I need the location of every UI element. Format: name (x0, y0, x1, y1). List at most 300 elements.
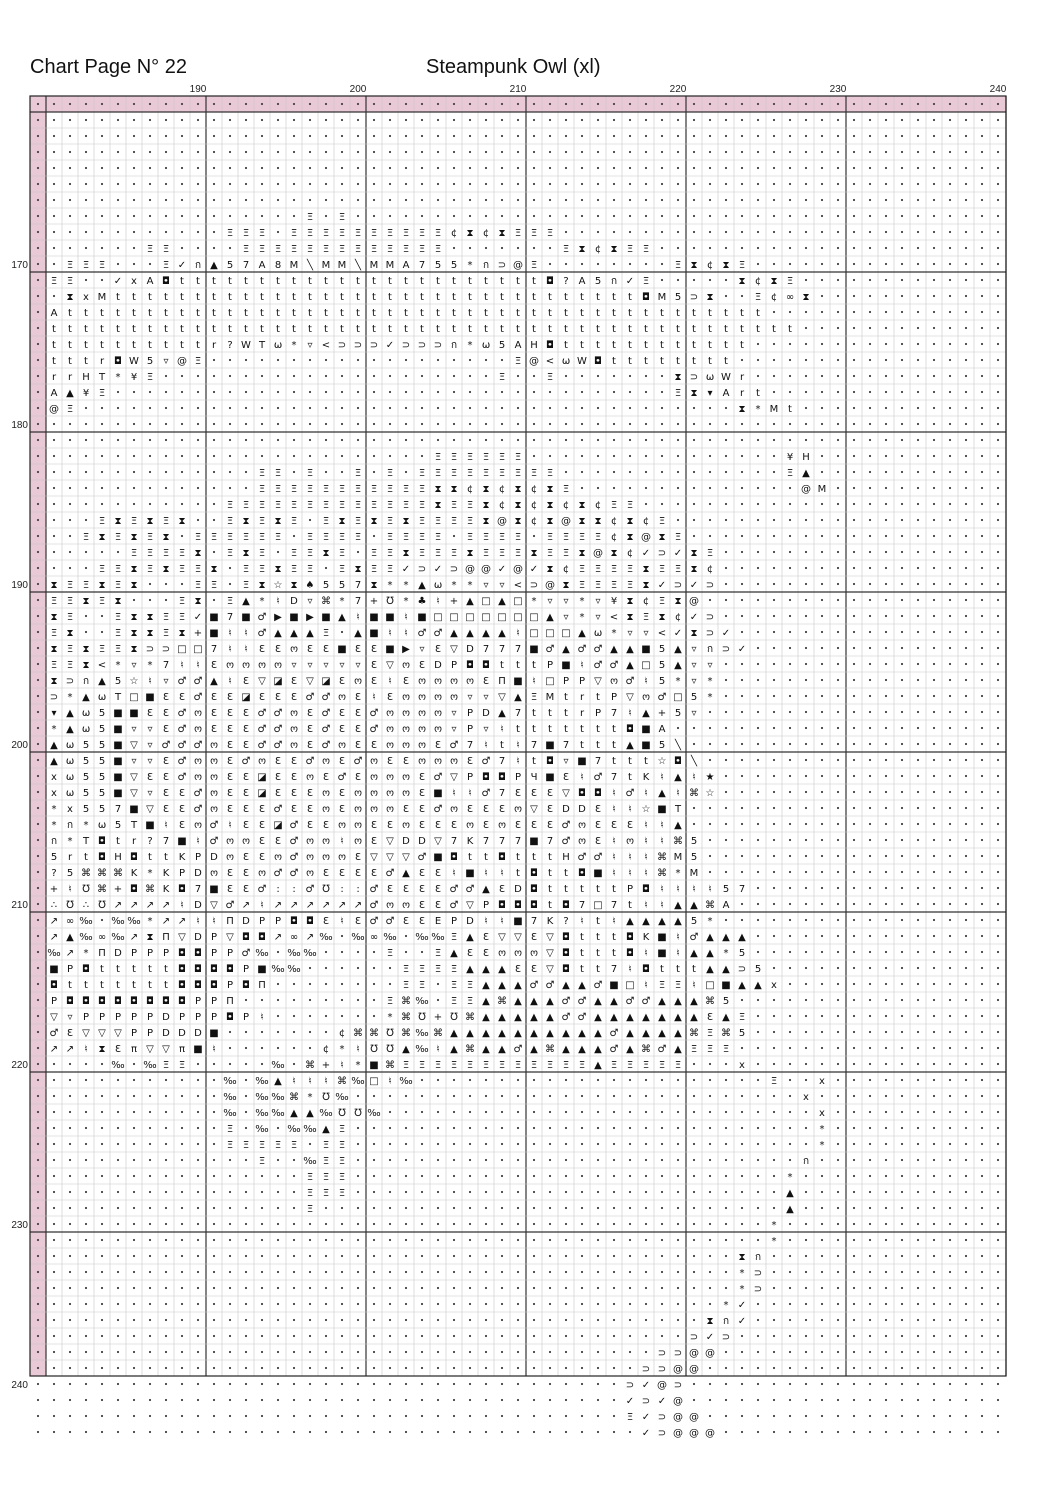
grid-dot (837, 455, 839, 457)
stitch-symbol: ■ (145, 692, 155, 703)
grid-dot (165, 1111, 167, 1113)
grid-dot (709, 455, 711, 457)
page-label: Chart Page N° 22 (30, 56, 187, 78)
stitch-symbol: t (548, 852, 552, 863)
stitch-symbol: Ξ (642, 612, 650, 623)
grid-dot (149, 1143, 151, 1145)
grid-dot (341, 423, 343, 425)
grid-dot (261, 1303, 263, 1305)
grid-dot (933, 519, 935, 521)
grid-dot (565, 119, 567, 121)
stitch-symbol: ▲ (530, 1012, 538, 1023)
stitch-symbol: ■ (641, 740, 651, 751)
grid-dot (325, 1319, 327, 1321)
stitch-symbol: ⌘ (657, 852, 667, 863)
stitch-symbol: Ξ (466, 452, 474, 463)
stitch-symbol: 5 (98, 756, 106, 767)
grid-dot (853, 295, 855, 297)
grid-dot (805, 567, 807, 569)
grid-dot (101, 247, 103, 249)
grid-dot (965, 119, 967, 121)
stitch-symbol: ⧗ (370, 516, 378, 527)
grid-dot (853, 135, 855, 137)
grid-dot (805, 423, 807, 425)
grid-dot (997, 615, 999, 617)
stitch-symbol: + (321, 1060, 331, 1071)
stitch-symbol: T (114, 692, 122, 703)
grid-dot (309, 199, 311, 201)
grid-dot (469, 1111, 471, 1113)
stitch-symbol: ◘ (642, 292, 650, 303)
grid-dot (597, 1207, 599, 1209)
stitch-symbol: ⊃ (529, 580, 539, 591)
grid-dot (597, 407, 599, 409)
grid-dot (917, 1223, 919, 1225)
stitch-symbol: ✓ (401, 564, 411, 575)
stitch-symbol: Ξ (562, 548, 570, 559)
grid-dot (581, 1127, 583, 1129)
grid-dot (197, 1351, 199, 1353)
grid-dot (421, 1335, 423, 1337)
grid-dot (853, 759, 855, 761)
grid-dot (757, 1159, 759, 1161)
stitch-symbol: ♮ (260, 1012, 264, 1023)
stitch-symbol: ▲ (578, 1028, 586, 1039)
grid-dot (677, 1159, 679, 1161)
stitch-symbol: Ɛ (530, 820, 538, 831)
stitch-symbol: Ξ (194, 564, 202, 575)
stitch-symbol: W (129, 356, 139, 367)
stitch-symbol: t (404, 276, 408, 287)
grid-dot (517, 1095, 519, 1097)
grid-dot (901, 599, 903, 601)
grid-dot (853, 903, 855, 905)
grid-dot (485, 439, 487, 441)
grid-dot (789, 1303, 791, 1305)
stitch-symbol: t (196, 276, 200, 287)
grid-dot (37, 215, 39, 217)
grid-dot (821, 279, 823, 281)
grid-dot (757, 647, 759, 649)
stitch-symbol: Ξ (674, 564, 682, 575)
grid-dot (709, 599, 711, 601)
stitch-symbol: □ (177, 644, 187, 655)
grid-dot (677, 439, 679, 441)
grid-dot (869, 1111, 871, 1113)
stitch-symbol: □ (433, 612, 443, 623)
stitch-symbol: Ξ (370, 564, 378, 575)
stitch-symbol: t (132, 292, 136, 303)
grid-dot (901, 1031, 903, 1033)
stitch-symbol: ⧗ (466, 548, 474, 559)
grid-dot (661, 1095, 663, 1097)
grid-dot (885, 1175, 887, 1177)
stitch-symbol: ♂ (385, 916, 395, 927)
grid-dot (533, 391, 535, 393)
grid-dot (741, 1143, 743, 1145)
grid-dot (293, 1015, 295, 1017)
grid-dot (453, 1175, 455, 1177)
stitch-symbol: t (164, 324, 168, 335)
grid-dot (869, 775, 871, 777)
stitch-symbol: t (420, 308, 424, 319)
stitch-symbol: P (226, 980, 234, 991)
stitch-symbol: ⊃ (705, 628, 715, 639)
stitch-symbol: ▿ (691, 676, 697, 687)
grid-dot (853, 919, 855, 921)
stitch-symbol: ⧗ (146, 628, 154, 639)
stitch-symbol: ◘ (530, 884, 538, 895)
grid-dot (805, 279, 807, 281)
grid-dot (149, 407, 151, 409)
stitch-symbol: Ɛ (146, 708, 154, 719)
grid-dot (949, 759, 951, 761)
stitch-symbol: ¢ (450, 228, 458, 239)
grid-dot (629, 1127, 631, 1129)
grid-dot (693, 247, 695, 249)
grid-dot (133, 439, 135, 441)
grid-dot (949, 135, 951, 137)
grid-dot (949, 1207, 951, 1209)
grid-dot (821, 295, 823, 297)
grid-dot (229, 1175, 231, 1177)
grid-dot (581, 455, 583, 457)
stitch-symbol: Ξ (82, 260, 90, 271)
grid-dot (757, 1335, 759, 1337)
grid-dot (645, 1319, 647, 1321)
stitch-symbol: ⧗ (626, 612, 634, 623)
stitch-symbol: Ξ (242, 532, 250, 543)
stitch-symbol: ◘ (290, 916, 298, 927)
grid-dot (981, 999, 983, 1001)
grid-dot (837, 1031, 839, 1033)
stitch-symbol: ო (322, 836, 330, 847)
grid-dot (101, 1367, 103, 1369)
grid-dot (901, 327, 903, 329)
grid-dot (389, 119, 391, 121)
stitch-symbol: Ɛ (290, 804, 298, 815)
grid-dot (245, 423, 247, 425)
grid-dot (981, 1335, 983, 1337)
stitch-symbol: ■ (529, 644, 539, 655)
grid-dot (853, 535, 855, 537)
stitch-symbol: t (180, 292, 184, 303)
grid-dot (773, 151, 775, 153)
stitch-symbol: ◘ (82, 996, 90, 1007)
stitch-symbol: Ξ (450, 932, 458, 943)
grid-dot (53, 247, 55, 249)
grid-dot (277, 359, 279, 361)
grid-dot (949, 551, 951, 553)
grid-dot (277, 1271, 279, 1273)
grid-dot (821, 935, 823, 937)
stitch-symbol: ▲ (658, 1028, 666, 1039)
stitch-symbol: t (596, 308, 600, 319)
grid-dot (213, 1175, 215, 1177)
grid-dot (933, 1271, 935, 1273)
grid-dot (853, 887, 855, 889)
stitch-symbol: 5 (754, 964, 762, 975)
stitch-symbol: t (148, 324, 152, 335)
grid-dot (405, 199, 407, 201)
grid-dot (197, 167, 199, 169)
grid-dot (885, 1015, 887, 1017)
grid-dot (853, 679, 855, 681)
grid-dot (389, 1127, 391, 1129)
stitch-symbol: ♮ (372, 692, 376, 703)
grid-dot (597, 487, 599, 489)
grid-dot (709, 215, 711, 217)
stitch-symbol: ⧗ (258, 580, 266, 591)
grid-dot (757, 1175, 759, 1177)
grid-dot (741, 999, 743, 1001)
grid-dot (933, 407, 935, 409)
grid-dot (213, 391, 215, 393)
grid-dot (821, 1047, 823, 1049)
stitch-symbol: ⧗ (98, 580, 106, 591)
grid-dot (757, 439, 759, 441)
stitch-symbol: ♂ (193, 740, 203, 751)
stitch-symbol: ო (242, 660, 250, 671)
grid-dot (69, 1191, 71, 1193)
stitch-symbol: Ɛ (210, 708, 218, 719)
grid-dot (901, 1287, 903, 1289)
stitch-symbol: ‰ (287, 1124, 301, 1135)
stitch-symbol: ⧗ (674, 372, 682, 383)
stitch-symbol: ▲ (690, 948, 698, 959)
grid-dot (789, 1271, 791, 1273)
stitch-symbol: ♂ (449, 740, 459, 751)
grid-dot (805, 167, 807, 169)
grid-dot (853, 1047, 855, 1049)
grid-dot (805, 599, 807, 601)
grid-dot (773, 791, 775, 793)
grid-dot (405, 1159, 407, 1161)
stitch-symbol: ▾ (707, 388, 713, 399)
stitch-symbol: t (692, 356, 696, 367)
stitch-symbol: ก (82, 676, 90, 687)
stitch-symbol: t (500, 740, 504, 751)
grid-dot (421, 103, 423, 105)
grid-dot (357, 1143, 359, 1145)
grid-dot (821, 823, 823, 825)
stitch-symbol: ⧗ (610, 244, 618, 255)
grid-dot (277, 439, 279, 441)
grid-dot (805, 647, 807, 649)
grid-dot (197, 407, 199, 409)
grid-dot (709, 1255, 711, 1257)
grid-dot (933, 999, 935, 1001)
grid-dot (677, 1271, 679, 1273)
grid-dot (821, 1191, 823, 1193)
stitch-symbol: ო (498, 820, 506, 831)
grid-dot (245, 1095, 247, 1097)
grid-dot (405, 375, 407, 377)
grid-dot (997, 935, 999, 937)
grid-dot (821, 807, 823, 809)
grid-dot (933, 119, 935, 121)
grid-dot (981, 519, 983, 521)
grid-dot (37, 295, 39, 297)
grid-dot (165, 583, 167, 585)
grid-dot (773, 119, 775, 121)
stitch-symbol: □ (369, 1076, 379, 1087)
stitch-symbol: ♮ (484, 916, 488, 927)
stitch-symbol: □ (513, 612, 523, 623)
grid-dot (165, 231, 167, 233)
stitch-symbol: 7 (162, 836, 170, 847)
stitch-symbol: ◘ (258, 932, 266, 943)
stitch-symbol: ⧗ (82, 660, 90, 671)
grid-dot (741, 1079, 743, 1081)
grid-dot (325, 983, 327, 985)
grid-dot (389, 1111, 391, 1113)
grid-dot (149, 583, 151, 585)
grid-dot (885, 583, 887, 585)
grid-dot (453, 1191, 455, 1193)
grid-dot (453, 1143, 455, 1145)
grid-dot (149, 1159, 151, 1161)
grid-dot (725, 551, 727, 553)
stitch-symbol: Ɛ (370, 820, 378, 831)
grid-dot (229, 1319, 231, 1321)
grid-dot (229, 167, 231, 169)
grid-dot (821, 791, 823, 793)
grid-dot (229, 1223, 231, 1225)
stitch-symbol: ▲ (498, 628, 506, 639)
stitch-symbol: ‰ (335, 1092, 349, 1103)
grid-dot (965, 599, 967, 601)
stitch-symbol: ♮ (196, 660, 200, 671)
stitch-symbol: ⊃ (657, 548, 667, 559)
stitch-symbol: ▲ (610, 996, 618, 1007)
grid-dot (69, 471, 71, 473)
stitch-symbol: ♮ (628, 868, 632, 879)
grid-dot (901, 743, 903, 745)
stitch-symbol: ▲ (466, 596, 474, 607)
grid-dot (197, 135, 199, 137)
grid-dot (501, 1335, 503, 1337)
grid-dot (597, 1351, 599, 1353)
grid-dot (741, 583, 743, 585)
grid-dot (229, 135, 231, 137)
stitch-symbol: ო (290, 724, 298, 735)
grid-dot (757, 919, 759, 921)
stitch-symbol: t (356, 292, 360, 303)
grid-dot (885, 1271, 887, 1273)
stitch-symbol: ♮ (676, 788, 680, 799)
grid-dot (837, 327, 839, 329)
stitch-symbol: P (610, 692, 618, 703)
stitch-symbol: Ɛ (546, 820, 554, 831)
stitch-symbol: Ξ (354, 532, 362, 543)
grid-dot (549, 1175, 551, 1177)
stitch-symbol: ▲ (786, 1188, 794, 1199)
grid-dot (821, 759, 823, 761)
grid-dot (949, 1127, 951, 1129)
stitch-symbol: ☆ (129, 676, 139, 687)
stitch-symbol: + (113, 884, 123, 895)
grid-dot (53, 103, 55, 105)
stitch-symbol: ■ (257, 964, 267, 975)
grid-dot (917, 935, 919, 937)
stitch-symbol: Ɛ (322, 644, 330, 655)
stitch-symbol: ო (370, 772, 378, 783)
grid-dot (853, 311, 855, 313)
grid-dot (885, 759, 887, 761)
grid-dot (869, 183, 871, 185)
stitch-symbol: Ξ (482, 532, 490, 543)
stitch-symbol: P (466, 772, 474, 783)
stitch-symbol: ℧ (418, 1012, 426, 1023)
grid-dot (565, 455, 567, 457)
stitch-symbol: ‰ (367, 1108, 381, 1119)
grid-dot (133, 1351, 135, 1353)
stitch-symbol: ო (306, 852, 314, 863)
stitch-symbol: ◘ (578, 788, 586, 799)
stitch-symbol: ▽ (370, 852, 378, 863)
grid-dot (709, 855, 711, 857)
stitch-symbol: P (82, 1012, 90, 1023)
grid-dot (741, 1335, 743, 1337)
grid-dot (821, 903, 823, 905)
grid-dot (293, 983, 295, 985)
grid-dot (853, 999, 855, 1001)
stitch-symbol: ▲ (98, 676, 106, 687)
grid-dot (469, 1287, 471, 1289)
grid-dot (485, 1271, 487, 1273)
grid-dot (773, 1111, 775, 1113)
stitch-symbol: ⌘ (657, 868, 667, 879)
stitch-symbol: ♂ (561, 836, 571, 847)
grid-dot (933, 391, 935, 393)
grid-dot (693, 1143, 695, 1145)
grid-dot (901, 567, 903, 569)
grid-dot (757, 615, 759, 617)
stitch-symbol: ო (466, 676, 474, 687)
grid-dot (997, 743, 999, 745)
stitch-symbol: ◘ (226, 1012, 234, 1023)
stitch-symbol: Ξ (114, 612, 122, 623)
grid-dot (965, 167, 967, 169)
stitch-symbol: ↗ (129, 900, 139, 911)
grid-dot (917, 887, 919, 889)
stitch-symbol: T (98, 372, 106, 383)
stitch-symbol: ♂ (449, 884, 459, 895)
grid-dot (821, 711, 823, 713)
grid-dot (533, 1319, 535, 1321)
grid-dot (469, 1079, 471, 1081)
stitch-symbol: t (724, 324, 728, 335)
row-number-label: 180 (11, 420, 28, 431)
stitch-symbol: ▲ (482, 996, 490, 1007)
grid-dot (85, 1223, 87, 1225)
grid-dot (261, 1255, 263, 1257)
grid-dot (773, 887, 775, 889)
stitch-symbol: t (420, 292, 424, 303)
grid-dot (709, 1271, 711, 1273)
stitch-symbol: ო (322, 852, 330, 863)
grid-dot (821, 1255, 823, 1257)
grid-dot (149, 135, 151, 137)
stitch-symbol: P (210, 948, 218, 959)
stitch-symbol: ♮ (180, 900, 184, 911)
stitch-symbol: Ξ (594, 580, 602, 591)
grid-dot (837, 519, 839, 521)
stitch-symbol: ო (402, 772, 410, 783)
stitch-symbol: ¢ (594, 500, 602, 511)
grid-dot (757, 103, 759, 105)
